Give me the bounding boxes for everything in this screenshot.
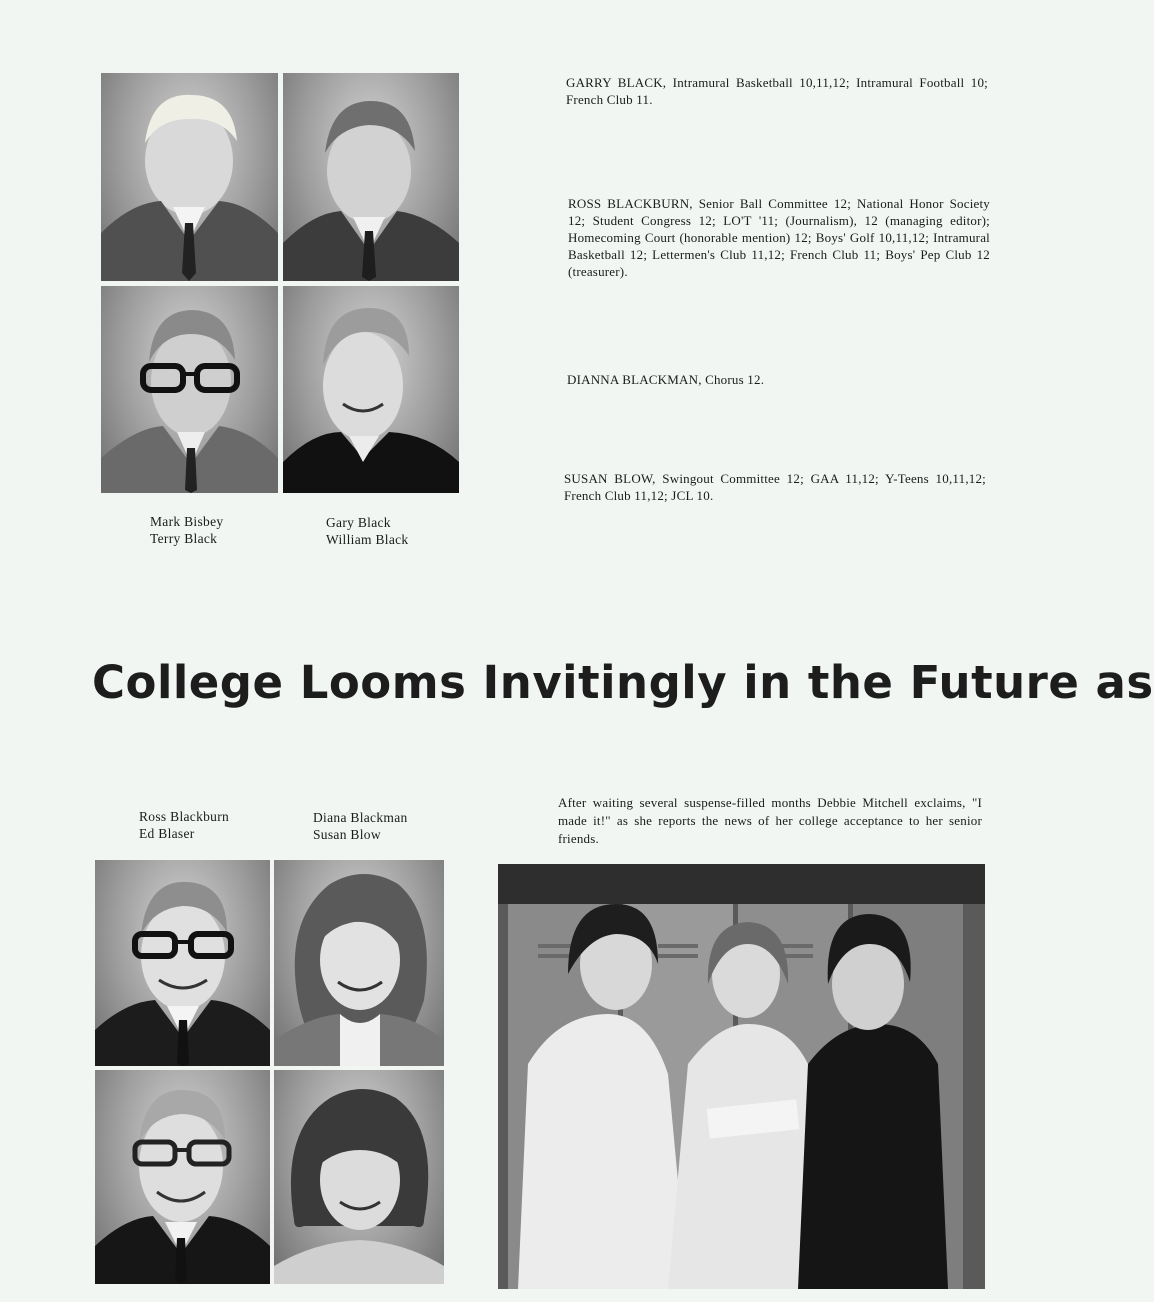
portrait-diana-blackman xyxy=(274,860,444,1066)
name-line: Mark Bisbey xyxy=(150,514,224,529)
name-line: Terry Black xyxy=(150,531,218,546)
group-photo-lockers xyxy=(498,864,985,1289)
name-line: Gary Black xyxy=(326,515,391,530)
bio-ross-blackburn: ROSS BLACKBURN, Senior Ball Committee 12; National Honor Society 12; Student Congress 12; LO'T '11; (Journalism), 12 (managing editor); Homecoming Court (honorable mention) 12; Boys' Golf 10,11,12; Intramural Basketball 12; Lettermen's Club 11,12; French Club 11; Boys' Pep Club 12 (treasurer). xyxy=(568,196,990,279)
name-line: Susan Blow xyxy=(313,827,381,842)
name-line: Ross Blackburn xyxy=(139,809,230,824)
bottom-names-right xyxy=(313,809,408,843)
page-headline: College Looms Invitingly in the Future as xyxy=(92,656,1154,709)
name-line: William Black xyxy=(326,532,409,547)
top-names-left xyxy=(150,513,223,547)
portrait-photo-icon xyxy=(101,286,278,493)
name-line: Diana Blackman xyxy=(313,810,408,825)
portrait-gary-black xyxy=(283,73,459,281)
portrait-photo-icon xyxy=(283,73,459,281)
portrait-ed-blaser xyxy=(95,1070,270,1284)
portrait-mark-bisbey xyxy=(101,73,278,281)
photo-caption: After waiting several suspense-filled months Debbie Mitchell exclaims, "I made it!" as she reports the news of her college acceptance to her senior friends. xyxy=(558,795,982,846)
bottom-names-left xyxy=(139,808,229,842)
bio-susan-blow: SUSAN BLOW, Swingout Committee 12; GAA 11,12; Y-Teens 10,11,12; French Club 11,12; JCL 10. xyxy=(564,471,986,503)
portrait-photo-icon xyxy=(274,1070,444,1284)
group-photo-icon xyxy=(498,864,985,1289)
portrait-susan-blow xyxy=(274,1070,444,1284)
portrait-photo-icon xyxy=(101,73,278,281)
bio-dianna-blackman: DIANNA BLACKMAN, Chorus 12. xyxy=(567,372,765,387)
bio-garry-black: GARRY BLACK, Intramural Basketball 10,11,12; Intramural Football 10; French Club 11. xyxy=(566,75,988,107)
portrait-photo-icon xyxy=(95,1070,270,1284)
portrait-photo-icon xyxy=(95,860,270,1066)
portrait-photo-icon xyxy=(283,286,459,493)
portrait-ross-blackburn xyxy=(95,860,270,1066)
portrait-william-black xyxy=(283,286,459,493)
portrait-terry-black xyxy=(101,286,278,493)
name-line: Ed Blaser xyxy=(139,826,195,841)
top-names-right xyxy=(326,514,408,548)
portrait-photo-icon xyxy=(274,860,444,1066)
